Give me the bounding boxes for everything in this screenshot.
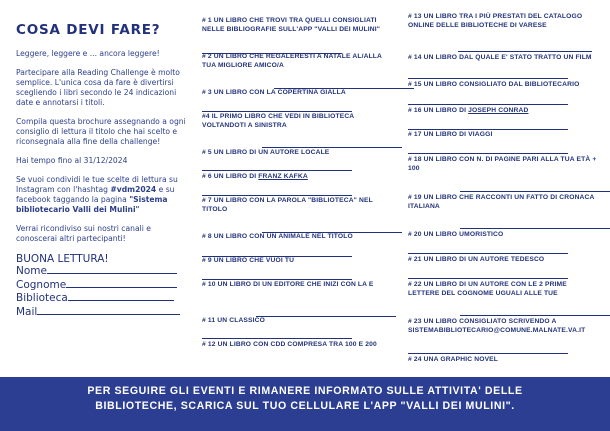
challenge-text xyxy=(202,148,396,157)
facebook-page-name: "Sistema bibliotecario Valli dei Mulini" xyxy=(16,195,168,214)
share-text-b: e su facebook taggando la pagina xyxy=(16,185,175,204)
challenge-text xyxy=(408,12,600,30)
instructions-reshare: Verrai ricondiviso sui nostri canali e conoscerai altri partecipanti! xyxy=(16,224,151,243)
challenge-text xyxy=(202,232,396,241)
challenge-text xyxy=(202,196,396,214)
challenge-text xyxy=(408,53,600,62)
challenge-item[interactable] xyxy=(408,130,600,139)
challenge-description: UN LIBRO CONSIGLIATO SCRIVENDO A SISTEMABIBLIOTECARIO@COMUNE.MALNATE.VA.IT xyxy=(408,318,586,334)
challenge-item[interactable] xyxy=(202,256,396,265)
challenge-description: UN LIBRO CON LA COPERTINA GIALLA xyxy=(213,89,346,96)
challenge-description: UN LIBRO DI xyxy=(423,107,469,114)
challenge-item[interactable] xyxy=(202,196,396,214)
field-label: Biblioteca xyxy=(16,292,68,304)
challenge-number: #4 xyxy=(202,113,210,120)
challenge-number: # 19 xyxy=(408,194,422,201)
challenge-description: UN LIBRO DI VIAGGI xyxy=(423,131,493,138)
instructions-column xyxy=(16,22,188,319)
answer-line[interactable] xyxy=(408,78,568,79)
challenge-description: UN LIBRO DI UN EDITORE CHE INIZI CON LA E xyxy=(217,281,374,288)
challenge-item[interactable] xyxy=(202,280,396,289)
challenge-text xyxy=(408,317,600,335)
challenge-text xyxy=(408,155,600,173)
challenge-text xyxy=(202,256,396,265)
challenge-text xyxy=(408,255,600,264)
challenge-item[interactable] xyxy=(408,355,600,364)
answer-line[interactable] xyxy=(458,51,592,52)
challenge-text xyxy=(408,280,600,298)
challenge-number: # 10 xyxy=(202,281,216,288)
challenge-description: UN LIBRO DI xyxy=(213,173,259,180)
author-name: JOSEPH CONRAD xyxy=(468,107,529,114)
challenge-description: UN LIBRO CHE VUOI TU xyxy=(213,257,295,264)
challenge-text xyxy=(202,88,396,97)
challenge-number: # 24 xyxy=(408,356,422,363)
field-label: Mail xyxy=(16,305,38,318)
challenge-number: # 23 xyxy=(408,318,422,325)
challenge-number: # 18 xyxy=(408,156,422,163)
instructions-share xyxy=(16,175,188,215)
challenge-text xyxy=(408,80,600,89)
challenge-item[interactable] xyxy=(408,80,600,89)
challenge-description: UNA GRAPHIC NOVEL xyxy=(423,356,499,363)
challenge-description: UN CLASSICO xyxy=(217,317,265,324)
challenge-description: UN LIBRO DI UN AUTORE CON LE 2 PRIME LETTERE DEL COGNOME UGUALI ALLE TUE xyxy=(408,281,567,297)
challenge-item[interactable] xyxy=(202,232,396,241)
write-line xyxy=(47,265,177,274)
challenge-number: # 2 xyxy=(202,53,212,60)
hashtag: #vdm2024 xyxy=(110,185,157,194)
challenge-text xyxy=(408,193,600,211)
field-cognome[interactable] xyxy=(16,279,192,293)
banner-line-2: BIBLIOTECHE, SCARICA SUL TUO CELLULARE L'APP "VALLI DEI MULINI". xyxy=(95,400,515,412)
challenge-number: # 16 xyxy=(408,107,422,114)
challenge-number: # 1 xyxy=(202,17,212,24)
challenge-text xyxy=(408,230,600,239)
challenge-description: UN LIBRO CON N. DI PAGINE PARI ALLA TUA ETÀ + 100 xyxy=(408,156,597,172)
challenge-number: # 5 xyxy=(202,149,212,156)
answer-line[interactable] xyxy=(202,338,352,339)
challenge-item[interactable] xyxy=(408,317,600,335)
challenge-text xyxy=(202,52,396,70)
challenge-text xyxy=(202,340,396,349)
answer-line[interactable] xyxy=(408,253,568,254)
challenge-item[interactable] xyxy=(408,106,600,115)
challenge-description: UN LIBRO CON CDD COMPRESA TRA 100 E 200 xyxy=(217,341,377,348)
write-line xyxy=(37,306,180,315)
share-text-a: Se vuoi condividi le tue scelte di lettura su Instagram con l'hashtag xyxy=(16,175,178,194)
app-banner xyxy=(0,377,610,431)
challenge-description: UN LIBRO DI UN AUTORE LOCALE xyxy=(213,149,330,156)
challenge-number: # 3 xyxy=(202,89,212,96)
answer-line[interactable] xyxy=(460,228,610,229)
challenge-item[interactable] xyxy=(408,53,600,62)
instructions-title: COSA DEVI FARE? xyxy=(16,22,161,38)
banner-line-1: PER SEGUIRE GLI EVENTI E RIMANERE INFORMATO SULLE ATTIVITA' DELLE xyxy=(87,385,523,397)
challenge-item[interactable] xyxy=(202,52,396,70)
instructions-intro: Leggere, leggere e ... ancora leggere! xyxy=(16,49,160,58)
challenge-number: # 7 xyxy=(202,197,212,204)
challenge-description: UN LIBRO DAL QUALE E' STATO TRATTO UN FILM xyxy=(423,54,592,61)
challenge-item[interactable] xyxy=(408,155,600,173)
challenge-description: UN LIBRO UMORISTICO xyxy=(423,231,504,238)
challenge-description: UN LIBRO CON LA PAROLA "BIBLIOTECA" NEL TITOLO xyxy=(202,197,373,213)
challenge-description: IL PRIMO LIBRO CHE VEDI IN BIBLIOTECA VOLTANDOTI A SINISTRA xyxy=(202,113,355,129)
challenge-number: # 8 xyxy=(202,233,212,240)
field-label: Nome xyxy=(16,265,47,277)
answer-line[interactable] xyxy=(408,278,568,279)
challenge-item[interactable] xyxy=(408,255,600,264)
challenge-item[interactable] xyxy=(202,88,396,97)
challenge-description: UN LIBRO TRA I PIÙ PRESTATI DEL CATALOGO ONLINE DELLE BIBLIOTECHE DI VARESE xyxy=(408,13,583,29)
challenge-number: # 22 xyxy=(408,281,422,288)
challenge-item[interactable] xyxy=(408,230,600,239)
buona-lettura: BUONA LETTURA! xyxy=(16,253,109,265)
write-line xyxy=(68,292,174,301)
challenge-number: # 20 xyxy=(408,231,422,238)
challenge-item[interactable] xyxy=(408,12,600,30)
challenge-number: # 13 xyxy=(408,13,422,20)
challenge-item[interactable] xyxy=(202,16,396,34)
answer-line[interactable] xyxy=(460,315,610,316)
challenge-text xyxy=(408,106,600,115)
challenge-text xyxy=(202,112,396,130)
challenge-number: # 11 xyxy=(202,317,216,324)
challenge-item[interactable] xyxy=(202,172,396,181)
challenge-description: UN LIBRO CONSIGLIATO DAL BIBLIOTECARIO xyxy=(423,81,580,88)
challenge-item[interactable] xyxy=(202,148,396,157)
challenge-number: # 21 xyxy=(408,256,422,263)
challenge-number: # 17 xyxy=(408,131,422,138)
instructions-deadline: Hai tempo fino al 31/12/2024 xyxy=(16,156,128,165)
challenge-description: UN LIBRO CON UN ANIMALE NEL TITOLO xyxy=(213,233,353,240)
answer-line[interactable] xyxy=(408,353,568,354)
challenge-number: # 14 xyxy=(408,54,422,61)
author-name: FRANZ KAFKA xyxy=(258,173,308,180)
answer-line[interactable] xyxy=(408,153,568,154)
challenge-description: UN LIBRO DI UN AUTORE TEDESCO xyxy=(423,256,545,263)
challenge-number: # 6 xyxy=(202,173,212,180)
challenge-description: UN LIBRO CHE TROVI TRA QUELLI CONSIGLIATI NELLE BIBLIOGRAFIE SULL'APP "VALLI DEI MULINI" xyxy=(202,17,381,33)
field-label: Cognome xyxy=(16,278,67,291)
challenge-item[interactable] xyxy=(408,193,600,211)
challenge-text xyxy=(202,172,396,181)
challenge-description: UN LIBRO CHE RACCONTI UN FATTO DI CRONACA ITALIANA xyxy=(408,194,595,210)
challenge-number: # 12 xyxy=(202,341,216,348)
instructions-fill: Compila questa brochure assegnando a ogni consiglio di lettura il titolo che hai scelto e riconsegnala alla fine della challenge! xyxy=(16,117,186,146)
challenge-number: # 9 xyxy=(202,257,212,264)
challenge-item[interactable] xyxy=(202,112,396,130)
challenge-text xyxy=(202,316,396,325)
challenge-text xyxy=(408,130,600,139)
challenge-text xyxy=(202,280,396,289)
challenge-item[interactable] xyxy=(202,316,396,325)
write-line xyxy=(66,279,177,288)
field-biblioteca[interactable] xyxy=(16,292,192,306)
challenge-item[interactable] xyxy=(408,280,600,298)
challenge-number: # 15 xyxy=(408,81,422,88)
challenge-description: UN LIBRO CHE REGALERESTI A NATALE AL/ALLA TUA MIGLIORE AMICO/A xyxy=(202,53,382,69)
answer-line[interactable] xyxy=(202,170,352,171)
answer-line[interactable] xyxy=(460,191,610,192)
answer-line[interactable] xyxy=(408,104,568,105)
challenge-item[interactable] xyxy=(202,340,396,349)
field-nome[interactable] xyxy=(16,265,192,279)
field-mail[interactable] xyxy=(16,306,192,320)
challenge-text xyxy=(202,16,396,34)
challenge-text xyxy=(408,355,600,364)
instructions-how-to: Partecipare alla Reading Challenge è molto semplice. L'unica cosa da fare è divertirsi scegliendo i libri secondo le 24 indicazioni date e annotarsi i titoli. xyxy=(16,68,180,107)
